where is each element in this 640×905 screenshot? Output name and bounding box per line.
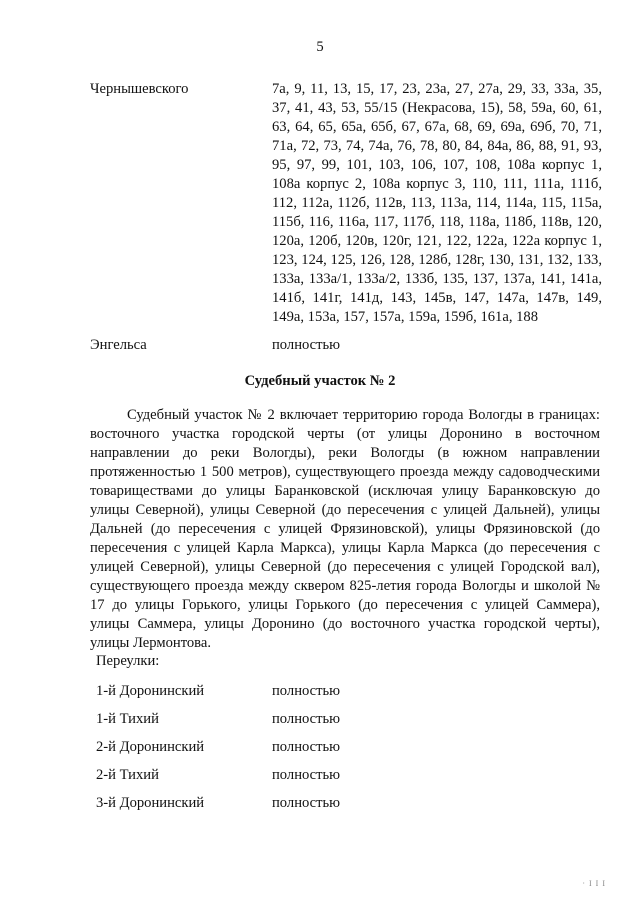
lane-name: 1-й Тихий [96,711,159,727]
lane-row [96,766,496,786]
lane-name: 2-й Тихий [96,767,159,783]
lane-row [96,794,496,814]
house-numbers: 7а, 9, 11, 13, 15, 17, 23, 23а, 27, 27а, 29, 33, 33а, 35, 37, 41, 43, 53, 55/15 (Некрасова, 15), 58, 59а, 60, 61, 63, 64, 65, 65а, 65б, 67, 67а, 68, 69, 69а, 69б, 70, 71, 71а, 72, 73, 74, 74а, 76, 78, 80, 84, 84а, 86, 88, 91, 93, 95, 97, 99, 101, 103, 106, 107, 108, 108а корпус 1, 108а корпус 2, 108а корпус 3, 110, 111, 111а, 111б, 112, 112а, 112б, 112в, 113, 113а, 114, 114а, 115, 115а, 115б, 116, 116а, 117, 117б, 118, 118а, 118б, 118в, 120, 120а, 120б, 120в, 120г, 121, 122, 122а, 122а корпус 1, 123, 124, 125, 126, 128, 128б, 128г, 130, 131, 132, 133, 133а, 133а/1, 133а/2, 133б, 135, 137, 137а, 141, 141а, 141б, 141г, 141д, 143, 145в, 147, 147а, 147в, 149, 149а, 153а, 157, 157а, 159а, 159б, 161а, 188 [272,81,602,325]
lane-status: полностью [272,739,341,755]
lane-name: 2-й Доронинский [96,739,205,755]
lane-row [96,710,496,730]
lane-status: полностью [272,795,341,811]
lane-name: 3-й Доронинский [96,795,205,811]
section-heading: Судебный участок № 2 [244,373,396,389]
lane-name: 1-й Доронинский [96,683,205,699]
street-status: полностью [272,337,341,353]
lane-status: полностью [272,767,341,783]
street-name: Чернышевского [90,81,189,97]
section-paragraph: Судебный участок № 2 включает территорию города Вологды в границах: восточного участка городской черты (от улицы Доронино в восточном направлении до реки Вологды), реки Вологды (в южном направлении протяженностью 1 500 метров), существующего проезда между садоводческими товариществами до улицы Баранковской (исключая улицу Баранковскую до улицы Северной), улицы Северной (до пересечения с улицей Дальней), улицы Дальней (до пересечения с улицей Фрязиновской), улицы Фрязиновской (до пересечения с улицей Карла Маркса), улицы Карла Маркса (до пересечения с улицей Северной), улицы Северной (до пересечения с улицей Городской вал), существующего проезда между сквером 825-летия города Вологды и школой № 17 до улицы Горького, улицы Горького (до пересечения с улицей Саммера), улицы Саммера, улицы Доронино (до восточного участка городской черты), улицы Лермонтова. [90,407,600,651]
page-number: 5 [316,39,324,55]
lanes-title: Переулки: [96,653,160,669]
lane-status: полностью [272,683,341,699]
lane-status: полностью [272,711,341,727]
lane-row [96,738,496,758]
footer-mark: · I I I [582,879,606,888]
street-name: Энгельса [90,337,147,353]
lane-row [96,682,496,702]
